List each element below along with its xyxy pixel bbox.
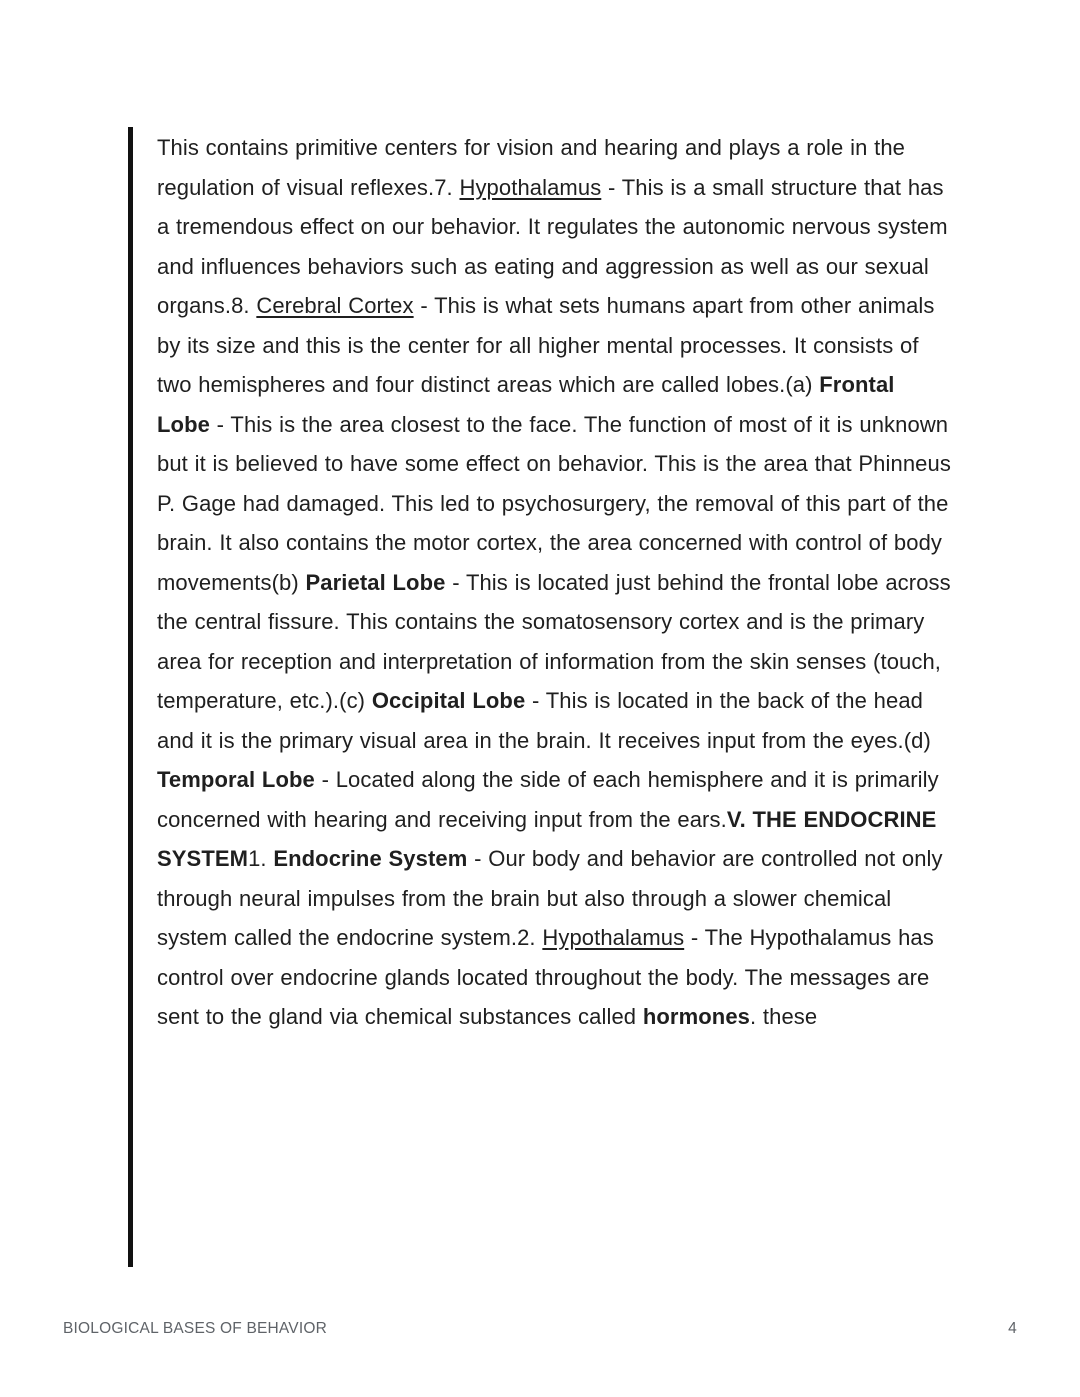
- text-run: - This is what sets humans apart from other animals by its size and this is the center for all higher mental processes. It consists of two hemispheres and four distinct areas which are called lobes.(a): [157, 293, 935, 397]
- text-run: - Our body and behavior are controlled not only through neural impulses from the brain but also through a slower chemical system called the endocrine system.2.: [157, 846, 943, 950]
- body-paragraph: [157, 128, 952, 1037]
- text-run: - The Hypothalamus has control over endocrine glands located throughout the body. The messages are sent to the gland via chemical substances called: [157, 925, 934, 1029]
- emphasized-text-run: Frontal Lobe: [157, 372, 895, 437]
- text-run: 1.: [248, 846, 274, 871]
- emphasized-text-run: Hypothalamus: [542, 925, 685, 950]
- emphasized-text-run: Occipital Lobe: [371, 688, 526, 713]
- emphasized-text-run: Cerebral Cortex: [256, 293, 414, 318]
- text-run: . these: [750, 1004, 818, 1029]
- blockquote-bar: [128, 127, 133, 1267]
- text-run: - This is located in the back of the head and it is the primary visual area in the brain. It receives input from the eyes.(d): [157, 688, 931, 753]
- emphasized-text-run: V. THE ENDOCRINE SYSTEM: [157, 806, 937, 871]
- emphasized-text-run: hormones: [642, 1004, 750, 1029]
- page-footer: [63, 1320, 1017, 1338]
- text-run: This contains primitive centers for vision and hearing and plays a role in the regulation of visual reflexes.7.: [157, 135, 906, 200]
- text-run: - This is a small structure that has a tremendous effect on our behavior. It regulates the autonomic nervous system and influences behaviors such as eating and aggression as well as our sexual organs.8.: [157, 174, 948, 318]
- text-run: - This is the area closest to the face. The function of most of it is unknown but it is believed to have some effect on behavior. This is the area that Phinneus P. Gage had damaged. This led to psychosurgery, the removal of this part of the brain. It also contains the motor cortex, the area concerned with control of body movements(b): [157, 411, 951, 595]
- page-number: 4: [1008, 1320, 1017, 1337]
- emphasized-text-run: Hypothalamus: [459, 174, 602, 200]
- emphasized-text-run: Parietal Lobe: [305, 569, 446, 595]
- emphasized-text-run: Endocrine System: [273, 846, 468, 871]
- footer-running-title: BIOLOGICAL BASES OF BEHAVIOR: [63, 1320, 328, 1337]
- emphasized-text-run: Temporal Lobe: [157, 767, 315, 792]
- text-run: - This is located just behind the frontal lobe across the central fissure. This contains the somatosensory cortex and is the primary area for reception and interpretation of information from the skin senses (touch, temperature, etc.).(c): [157, 569, 951, 713]
- text-run: - Located along the side of each hemisphere and it is primarily concerned with hearing and receiving input from the ears.: [157, 767, 939, 832]
